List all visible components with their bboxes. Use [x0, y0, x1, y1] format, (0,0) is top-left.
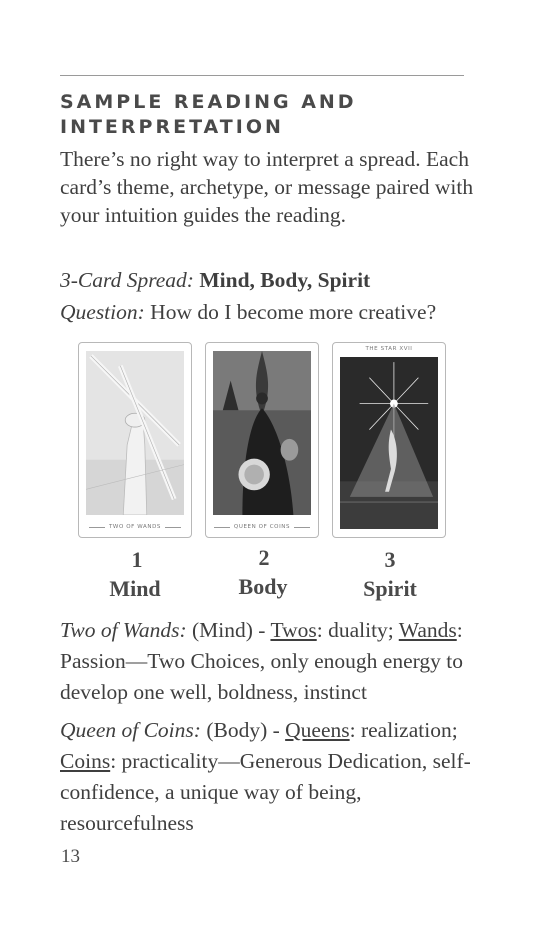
- question-label: Question:: [60, 300, 145, 324]
- card-caption: TWO OF WANDS: [79, 522, 191, 532]
- card-art-the-star: [340, 357, 438, 529]
- spread-label: 3-Card Spread:: [60, 268, 194, 292]
- card-position-body: Body: [238, 574, 288, 599]
- interp-desc: : practicality—Generous Dedication, self-confidence, a unique way of being, resourcefulness: [60, 749, 471, 835]
- interpretation-queen-of-coins: [60, 715, 480, 839]
- question-line: [60, 298, 500, 326]
- spread-value: Mind, Body, Spirit: [199, 268, 371, 292]
- interp-desc: : realization;: [349, 718, 458, 742]
- interp-position: (Mind) -: [192, 618, 271, 642]
- card-the-star: [332, 342, 446, 538]
- section-heading: SAMPLE READING AND INTERPRETATION: [60, 91, 357, 138]
- interp-card-name: Two of Wands:: [60, 618, 187, 642]
- card-position-mind: Mind: [109, 576, 161, 601]
- interp-term: Wands: [398, 618, 457, 642]
- intro-paragraph: There’s no right way to interpret a spread. Each card’s theme, archetype, or message paired with your intuition guides the reading.: [60, 147, 474, 227]
- card-art-queen-of-coins: [213, 351, 311, 515]
- question-value: How do I become more creative?: [150, 300, 437, 324]
- card-art-two-of-wands: [86, 351, 184, 515]
- top-rule: [60, 75, 464, 76]
- card-position-spirit: Spirit: [363, 576, 417, 601]
- card-number-3: 3: [384, 547, 396, 572]
- interp-term: Twos: [270, 618, 317, 642]
- interpretation-two-of-wands: [60, 615, 480, 708]
- interp-card-name: Queen of Coins:: [60, 718, 201, 742]
- card-queen-of-coins: [205, 342, 319, 538]
- card-caption: THE STAR XVII: [365, 346, 413, 352]
- card-caption: QUEEN OF COINS: [206, 522, 318, 532]
- interp-term: Queens: [285, 718, 350, 742]
- card-number-1: 1: [131, 547, 143, 572]
- page-number: 13: [61, 846, 80, 867]
- spread-line: [60, 266, 500, 294]
- card-number-2: 2: [258, 545, 270, 570]
- interp-desc: : Passion—Two Choices, only enough energy to develop one well, boldness, instinct: [60, 618, 463, 704]
- card-two-of-wands: [78, 342, 192, 538]
- interp-desc: : duality;: [316, 618, 399, 642]
- interp-term: Coins: [60, 749, 111, 773]
- interp-position: (Body) -: [206, 718, 286, 742]
